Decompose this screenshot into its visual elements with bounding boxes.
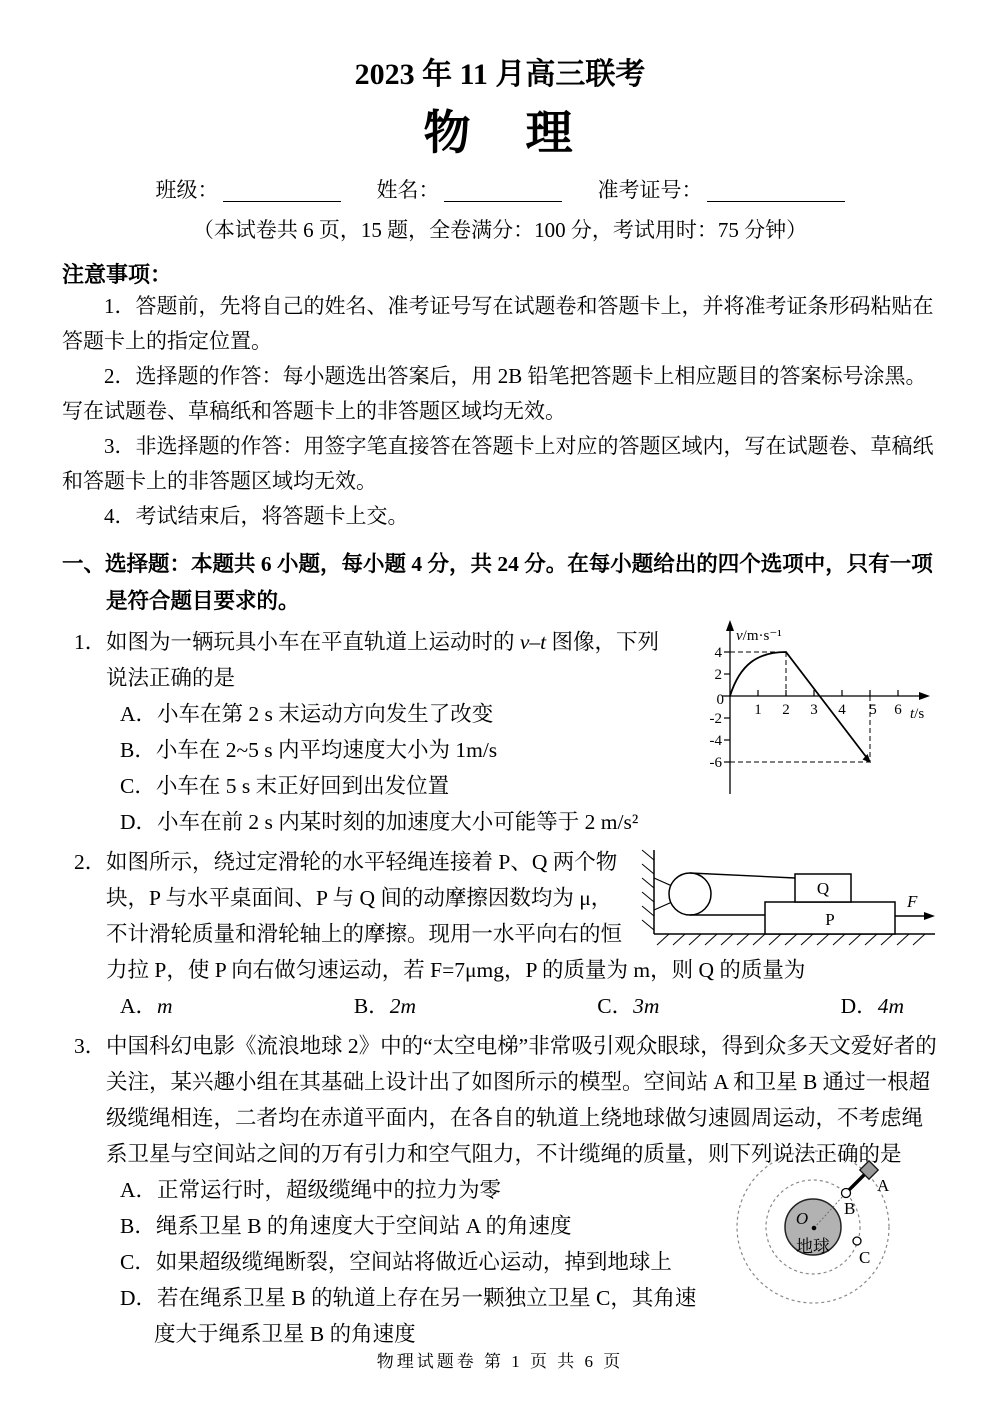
ytick-2: 2 (714, 667, 722, 683)
xtick-5: 5 (869, 702, 877, 718)
exam-title: 2023 年 11 月高三联考 (354, 58, 646, 91)
question-1-stem: 如图为一辆玩具小车在平直轨道上运动时的 v–t 图像，下列说法正确的是 (106, 630, 660, 690)
cable-line (849, 1174, 865, 1190)
y-axis-label: v/m·s⁻¹ (736, 628, 782, 644)
earth-label: 地球 (796, 1237, 830, 1256)
question-3-stem: 中国科幻电影《流浪地球 2》中的“太空电梯”非常吸引观众眼球，得到众多天文爱好者的关注，某兴趣小组在其基础上设计出了如图所示的模型。空间站 A 和卫星 B 通过一根超级缆绳相连，二者均在赤道平面内，在各自的轨道上绕地球做匀速圆周运动，不考虑绳系卫星与空间站之间的万有引力和空气阻力，不计缆绳的质量，则下列说法正确的是 (106, 1034, 937, 1166)
force-arrow-head (924, 912, 935, 920)
x-axis-label: t/s (910, 706, 925, 722)
ytick-neg6: -6 (709, 755, 722, 771)
notice-item-1: 1．答题前，先将自己的姓名、准考证号写在试题卷和答题卡上，并将准考证条形码粘贴在答题卡上的指定位置。 (62, 294, 934, 353)
question-1 (62, 624, 938, 840)
satellite-c-node (853, 1237, 861, 1245)
block-q-label: Q (816, 879, 830, 898)
question-3-options (106, 1172, 938, 1352)
satellite-b-node (842, 1189, 851, 1198)
question-1-number: 1． (74, 630, 107, 654)
rope-to-q (690, 873, 795, 878)
y-axis-arrow (726, 620, 734, 631)
xtick-2: 2 (782, 702, 790, 718)
name-blank-line (444, 176, 562, 202)
exam-no-label: 准考证号： (597, 178, 703, 202)
ytick-neg2: -2 (709, 711, 722, 727)
question-3-option-c: C．如果超级缆绳断裂，空间站将做近心运动，掉到地球上 (120, 1250, 672, 1274)
pulley-figure (633, 844, 938, 946)
vt-graph-figure (688, 614, 938, 802)
ytick-neg4: -4 (709, 733, 722, 749)
question-2-option-a: A．m (120, 994, 173, 1018)
question-2 (62, 844, 938, 1024)
wall-hatching (642, 850, 654, 930)
question-3-option-b: B．绳系卫星 B 的角速度大于空间站 A 的角速度 (120, 1214, 572, 1238)
section-1-title: 一、选择题：本题共 6 小题，每小题 4 分，共 24 分。在每小题给出的四个选项中，只有一项是符合题目要求的。 (62, 552, 933, 613)
notice-item-4: 4．考试结束后，将答题卡上交。 (104, 504, 409, 528)
notice-section (62, 258, 938, 534)
notice-item-2: 2．选择题的作答：每小题选出答案后，用 2B 铅笔把答题卡上相应题目的答案标号涂黑。写在试题卷、草稿纸和答题卡上的非答题区域均无效。 (62, 364, 927, 423)
question-2-options (120, 988, 938, 1024)
name-label: 姓名： (376, 178, 440, 202)
xtick-6: 6 (894, 702, 902, 718)
xtick-1: 1 (754, 702, 762, 718)
question-3-option-a: A．正常运行时，超级缆绳中的拉力为零 (120, 1178, 502, 1202)
student-info-row (62, 174, 938, 204)
question-3 (62, 1028, 938, 1352)
question-2-stem: 如图所示，绕过定滑轮的水平轻绳连接着 P、Q 两个物块，P 与水平桌面间、P 与 Q 间的动摩擦因数均为 μ，不计滑轮质量和滑轮轴上的摩擦。现用一水平向右的恒力拉 P，使 P 向右做匀速运动，若 F=7μmg，P 的质量为 m，则 Q 的质量为 (106, 850, 806, 982)
question-2-option-c: C．3m (597, 994, 660, 1018)
satellite-b-label: B (844, 1199, 856, 1218)
question-3-number: 3． (74, 1034, 107, 1058)
center-o-label: O (795, 1209, 809, 1228)
satellite-c-label: C (859, 1248, 871, 1267)
ground-hatching (657, 934, 925, 945)
question-1-option-b: B．小车在 2~5 s 内平均速度大小为 1m/s (120, 738, 498, 762)
vt-curve (730, 652, 867, 758)
question-2-number: 2． (74, 850, 107, 874)
page-footer: 物理试题卷 第 1 页 共 6 页 (376, 1352, 624, 1371)
paper-info: （本试卷共 6 页，15 题，全卷满分：100 分，考试用时：75 分钟） (192, 218, 808, 242)
force-label: F (907, 892, 918, 911)
subject-title: 物 理 (423, 108, 577, 160)
question-1-option-a: A．小车在第 2 s 末运动方向发生了改变 (120, 702, 494, 726)
x-axis-arrow (919, 692, 930, 700)
block-p-label: P (825, 910, 835, 929)
notice-title: 注意事项： (62, 262, 173, 287)
question-2-option-d: D．4m (840, 994, 904, 1018)
xtick-4: 4 (838, 702, 846, 718)
question-1-option-d: D．小车在前 2 s 内某时刻的加速度大小可能等于 2 m/s² (120, 810, 639, 834)
class-blank-line (223, 176, 341, 202)
notice-item-3: 3．非选择题的作答：用签字笔直接答在答题卡上对应的答题区域内，写在试题卷、草稿纸和答题卡上的非答题区域均无效。 (62, 434, 934, 493)
ytick-4: 4 (714, 645, 722, 661)
earth-center-dot (812, 1226, 817, 1231)
question-3-option-d: D．若在绳系卫星 B 的轨道上存在另一颗独立卫星 C，其角速度大于绳系卫星 B 的角速度 (120, 1286, 697, 1346)
pulley-circle (669, 873, 711, 915)
question-1-option-c: C．小车在 5 s 末正好回到出发位置 (120, 774, 450, 798)
station-a-label: A (877, 1176, 890, 1195)
origin-label: 0 (716, 692, 724, 708)
question-2-option-b: B．2m (353, 994, 416, 1018)
exam-no-blank-line (707, 176, 845, 202)
xtick-3: 3 (810, 702, 818, 718)
class-label: 班级： (155, 178, 219, 202)
